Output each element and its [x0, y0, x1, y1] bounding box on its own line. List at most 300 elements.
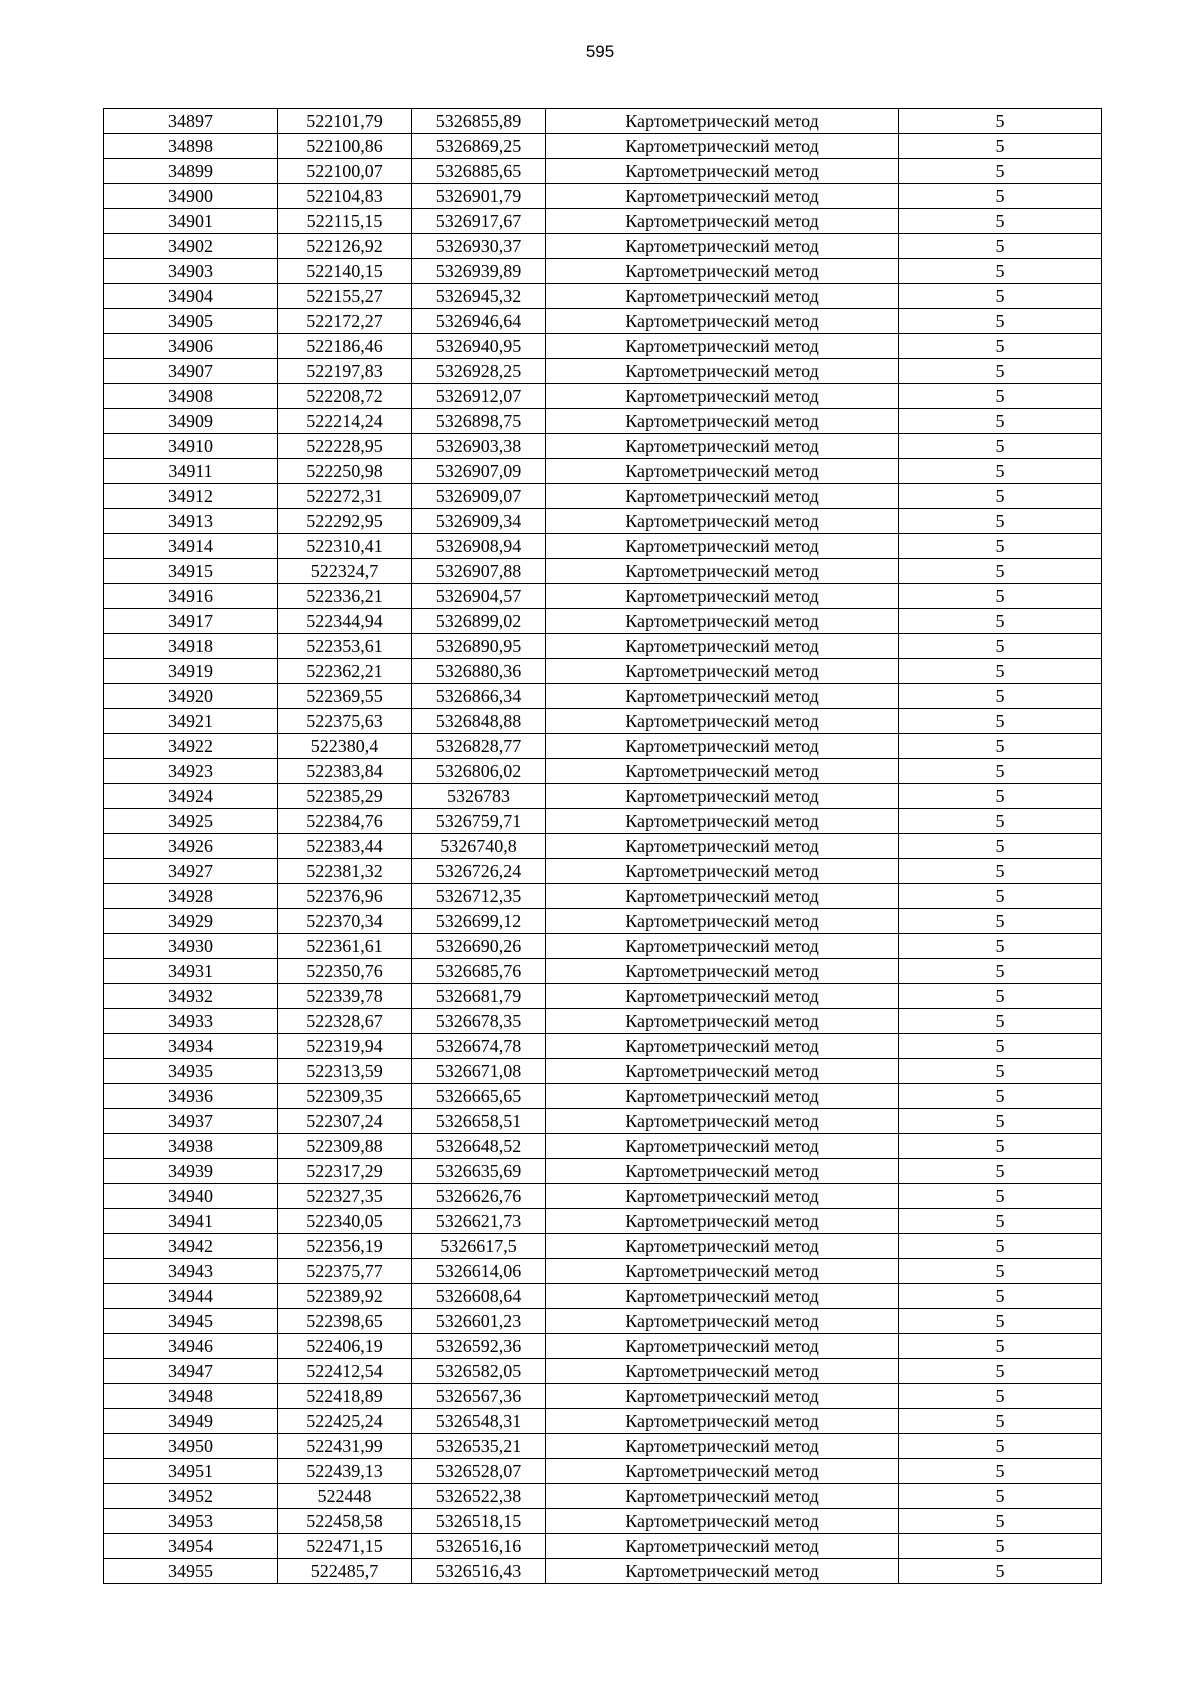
method-cell: Картометрический метод [546, 209, 899, 234]
method-cell: Картометрический метод [546, 1484, 899, 1509]
table-row [104, 1534, 1102, 1559]
y-coordinate-cell: 5326907,88 [412, 559, 546, 584]
point-number-cell: 34915 [104, 559, 278, 584]
y-coordinate-cell: 5326648,52 [412, 1134, 546, 1159]
table-row [104, 834, 1102, 859]
table-row [104, 334, 1102, 359]
accuracy-cell: 5 [899, 634, 1102, 659]
y-coordinate-cell: 5326848,88 [412, 709, 546, 734]
accuracy-cell: 5 [899, 309, 1102, 334]
y-coordinate-cell: 5326930,37 [412, 234, 546, 259]
accuracy-cell: 5 [899, 184, 1102, 209]
x-coordinate-cell: 522327,35 [278, 1184, 412, 1209]
x-coordinate-cell: 522101,79 [278, 109, 412, 134]
method-cell: Картометрический метод [546, 784, 899, 809]
table-row [104, 859, 1102, 884]
table-row [104, 1259, 1102, 1284]
table-row [104, 1209, 1102, 1234]
point-number-cell: 34945 [104, 1309, 278, 1334]
x-coordinate-cell: 522439,13 [278, 1459, 412, 1484]
accuracy-cell: 5 [899, 1034, 1102, 1059]
table-row [104, 1034, 1102, 1059]
accuracy-cell: 5 [899, 484, 1102, 509]
method-cell: Картометрический метод [546, 1409, 899, 1434]
table-row [104, 134, 1102, 159]
method-cell: Картометрический метод [546, 359, 899, 384]
point-number-cell: 34948 [104, 1384, 278, 1409]
x-coordinate-cell: 522140,15 [278, 259, 412, 284]
x-coordinate-cell: 522425,24 [278, 1409, 412, 1434]
table-row [104, 109, 1102, 134]
method-cell: Картометрический метод [546, 1034, 899, 1059]
x-coordinate-cell: 522228,95 [278, 434, 412, 459]
x-coordinate-cell: 522383,44 [278, 834, 412, 859]
method-cell: Картометрический метод [546, 159, 899, 184]
table-row [104, 159, 1102, 184]
method-cell: Картометрический метод [546, 1259, 899, 1284]
method-cell: Картометрический метод [546, 1059, 899, 1084]
accuracy-cell: 5 [899, 1534, 1102, 1559]
table-row [104, 459, 1102, 484]
accuracy-cell: 5 [899, 209, 1102, 234]
point-number-cell: 34931 [104, 959, 278, 984]
y-coordinate-cell: 5326665,65 [412, 1084, 546, 1109]
x-coordinate-cell: 522370,34 [278, 909, 412, 934]
point-number-cell: 34926 [104, 834, 278, 859]
point-number-cell: 34912 [104, 484, 278, 509]
method-cell: Картометрический метод [546, 1109, 899, 1134]
method-cell: Картометрический метод [546, 1384, 899, 1409]
table-row [104, 559, 1102, 584]
point-number-cell: 34910 [104, 434, 278, 459]
method-cell: Картометрический метод [546, 484, 899, 509]
point-number-cell: 34916 [104, 584, 278, 609]
accuracy-cell: 5 [899, 359, 1102, 384]
accuracy-cell: 5 [899, 934, 1102, 959]
point-number-cell: 34906 [104, 334, 278, 359]
point-number-cell: 34918 [104, 634, 278, 659]
accuracy-cell: 5 [899, 959, 1102, 984]
accuracy-cell: 5 [899, 909, 1102, 934]
y-coordinate-cell: 5326592,36 [412, 1334, 546, 1359]
y-coordinate-cell: 5326866,34 [412, 684, 546, 709]
table-row [104, 1484, 1102, 1509]
table-row [104, 609, 1102, 634]
y-coordinate-cell: 5326759,71 [412, 809, 546, 834]
point-number-cell: 34924 [104, 784, 278, 809]
accuracy-cell: 5 [899, 1559, 1102, 1584]
y-coordinate-cell: 5326740,8 [412, 834, 546, 859]
x-coordinate-cell: 522375,63 [278, 709, 412, 734]
table-row [104, 884, 1102, 909]
x-coordinate-cell: 522471,15 [278, 1534, 412, 1559]
point-number-cell: 34955 [104, 1559, 278, 1584]
method-cell: Картометрический метод [546, 834, 899, 859]
table-row [104, 484, 1102, 509]
point-number-cell: 34953 [104, 1509, 278, 1534]
y-coordinate-cell: 5326946,64 [412, 309, 546, 334]
accuracy-cell: 5 [899, 109, 1102, 134]
point-number-cell: 34902 [104, 234, 278, 259]
method-cell: Картометрический метод [546, 959, 899, 984]
method-cell: Картометрический метод [546, 534, 899, 559]
method-cell: Картометрический метод [546, 934, 899, 959]
y-coordinate-cell: 5326582,05 [412, 1359, 546, 1384]
accuracy-cell: 5 [899, 1109, 1102, 1134]
accuracy-cell: 5 [899, 859, 1102, 884]
point-number-cell: 34909 [104, 409, 278, 434]
x-coordinate-cell: 522155,27 [278, 284, 412, 309]
x-coordinate-cell: 522310,41 [278, 534, 412, 559]
accuracy-cell: 5 [899, 1259, 1102, 1284]
y-coordinate-cell: 5326909,34 [412, 509, 546, 534]
y-coordinate-cell: 5326635,69 [412, 1159, 546, 1184]
y-coordinate-cell: 5326726,24 [412, 859, 546, 884]
method-cell: Картометрический метод [546, 659, 899, 684]
point-number-cell: 34922 [104, 734, 278, 759]
table-row [104, 1509, 1102, 1534]
table-row [104, 209, 1102, 234]
y-coordinate-cell: 5326674,78 [412, 1034, 546, 1059]
method-cell: Картометрический метод [546, 409, 899, 434]
x-coordinate-cell: 522418,89 [278, 1384, 412, 1409]
point-number-cell: 34899 [104, 159, 278, 184]
table-row [104, 384, 1102, 409]
x-coordinate-cell: 522115,15 [278, 209, 412, 234]
y-coordinate-cell: 5326939,89 [412, 259, 546, 284]
x-coordinate-cell: 522339,78 [278, 984, 412, 1009]
method-cell: Картометрический метод [546, 1434, 899, 1459]
table-row [104, 934, 1102, 959]
method-cell: Картометрический метод [546, 234, 899, 259]
x-coordinate-cell: 522186,46 [278, 334, 412, 359]
method-cell: Картометрический метод [546, 809, 899, 834]
x-coordinate-cell: 522126,92 [278, 234, 412, 259]
x-coordinate-cell: 522336,21 [278, 584, 412, 609]
page-number: 595 [585, 42, 615, 61]
method-cell: Картометрический метод [546, 284, 899, 309]
point-number-cell: 34927 [104, 859, 278, 884]
accuracy-cell: 5 [899, 1359, 1102, 1384]
accuracy-cell: 5 [899, 759, 1102, 784]
method-cell: Картометрический метод [546, 684, 899, 709]
table-row [104, 734, 1102, 759]
table-row [104, 1434, 1102, 1459]
point-number-cell: 34939 [104, 1159, 278, 1184]
table-row [104, 959, 1102, 984]
accuracy-cell: 5 [899, 459, 1102, 484]
point-number-cell: 34954 [104, 1534, 278, 1559]
y-coordinate-cell: 5326917,67 [412, 209, 546, 234]
point-number-cell: 34950 [104, 1434, 278, 1459]
accuracy-cell: 5 [899, 1309, 1102, 1334]
x-coordinate-cell: 522309,35 [278, 1084, 412, 1109]
method-cell: Картометрический метод [546, 1184, 899, 1209]
point-number-cell: 34937 [104, 1109, 278, 1134]
y-coordinate-cell: 5326685,76 [412, 959, 546, 984]
point-number-cell: 34949 [104, 1409, 278, 1434]
y-coordinate-cell: 5326898,75 [412, 409, 546, 434]
x-coordinate-cell: 522319,94 [278, 1034, 412, 1059]
x-coordinate-cell: 522384,76 [278, 809, 412, 834]
x-coordinate-cell: 522361,61 [278, 934, 412, 959]
x-coordinate-cell: 522197,83 [278, 359, 412, 384]
y-coordinate-cell: 5326608,64 [412, 1284, 546, 1309]
accuracy-cell: 5 [899, 709, 1102, 734]
table-row [104, 684, 1102, 709]
x-coordinate-cell: 522448 [278, 1484, 412, 1509]
method-cell: Картометрический метод [546, 909, 899, 934]
method-cell: Картометрический метод [546, 1084, 899, 1109]
y-coordinate-cell: 5326903,38 [412, 434, 546, 459]
x-coordinate-cell: 522431,99 [278, 1434, 412, 1459]
x-coordinate-cell: 522328,67 [278, 1009, 412, 1034]
y-coordinate-cell: 5326518,15 [412, 1509, 546, 1534]
point-number-cell: 34921 [104, 709, 278, 734]
method-cell: Картометрический метод [546, 509, 899, 534]
y-coordinate-cell: 5326855,89 [412, 109, 546, 134]
y-coordinate-cell: 5326940,95 [412, 334, 546, 359]
x-coordinate-cell: 522385,29 [278, 784, 412, 809]
point-number-cell: 34919 [104, 659, 278, 684]
method-cell: Картометрический метод [546, 884, 899, 909]
y-coordinate-cell: 5326516,16 [412, 1534, 546, 1559]
point-number-cell: 34930 [104, 934, 278, 959]
method-cell: Картометрический метод [546, 1009, 899, 1034]
accuracy-cell: 5 [899, 409, 1102, 434]
x-coordinate-cell: 522362,21 [278, 659, 412, 684]
table-row [104, 509, 1102, 534]
y-coordinate-cell: 5326928,25 [412, 359, 546, 384]
accuracy-cell: 5 [899, 584, 1102, 609]
accuracy-cell: 5 [899, 1059, 1102, 1084]
y-coordinate-cell: 5326535,21 [412, 1434, 546, 1459]
method-cell: Картометрический метод [546, 109, 899, 134]
accuracy-cell: 5 [899, 334, 1102, 359]
y-coordinate-cell: 5326880,36 [412, 659, 546, 684]
point-number-cell: 34942 [104, 1234, 278, 1259]
method-cell: Картометрический метод [546, 1209, 899, 1234]
accuracy-cell: 5 [899, 534, 1102, 559]
accuracy-cell: 5 [899, 509, 1102, 534]
method-cell: Картометрический метод [546, 309, 899, 334]
x-coordinate-cell: 522340,05 [278, 1209, 412, 1234]
accuracy-cell: 5 [899, 1284, 1102, 1309]
table-row [104, 759, 1102, 784]
method-cell: Картометрический метод [546, 434, 899, 459]
accuracy-cell: 5 [899, 284, 1102, 309]
table-row [104, 1559, 1102, 1584]
point-number-cell: 34917 [104, 609, 278, 634]
y-coordinate-cell: 5326783 [412, 784, 546, 809]
y-coordinate-cell: 5326601,23 [412, 1309, 546, 1334]
point-number-cell: 34951 [104, 1459, 278, 1484]
y-coordinate-cell: 5326621,73 [412, 1209, 546, 1234]
y-coordinate-cell: 5326908,94 [412, 534, 546, 559]
x-coordinate-cell: 522350,76 [278, 959, 412, 984]
y-coordinate-cell: 5326869,25 [412, 134, 546, 159]
method-cell: Картометрический метод [546, 984, 899, 1009]
point-number-cell: 34946 [104, 1334, 278, 1359]
accuracy-cell: 5 [899, 834, 1102, 859]
point-number-cell: 34934 [104, 1034, 278, 1059]
table-row [104, 309, 1102, 334]
accuracy-cell: 5 [899, 659, 1102, 684]
table-row [104, 1459, 1102, 1484]
accuracy-cell: 5 [899, 1384, 1102, 1409]
x-coordinate-cell: 522353,61 [278, 634, 412, 659]
y-coordinate-cell: 5326904,57 [412, 584, 546, 609]
x-coordinate-cell: 522214,24 [278, 409, 412, 434]
x-coordinate-cell: 522376,96 [278, 884, 412, 909]
accuracy-cell: 5 [899, 559, 1102, 584]
y-coordinate-cell: 5326712,35 [412, 884, 546, 909]
x-coordinate-cell: 522381,32 [278, 859, 412, 884]
y-coordinate-cell: 5326614,06 [412, 1259, 546, 1284]
point-number-cell: 34941 [104, 1209, 278, 1234]
method-cell: Картометрический метод [546, 1134, 899, 1159]
accuracy-cell: 5 [899, 1084, 1102, 1109]
table-row [104, 1384, 1102, 1409]
point-number-cell: 34938 [104, 1134, 278, 1159]
point-number-cell: 34900 [104, 184, 278, 209]
x-coordinate-cell: 522485,7 [278, 1559, 412, 1584]
point-number-cell: 34940 [104, 1184, 278, 1209]
accuracy-cell: 5 [899, 1484, 1102, 1509]
table-row [104, 284, 1102, 309]
y-coordinate-cell: 5326548,31 [412, 1409, 546, 1434]
table-row [104, 1234, 1102, 1259]
y-coordinate-cell: 5326828,77 [412, 734, 546, 759]
point-number-cell: 34932 [104, 984, 278, 1009]
method-cell: Картометрический метод [546, 559, 899, 584]
y-coordinate-cell: 5326899,02 [412, 609, 546, 634]
table-row [104, 1109, 1102, 1134]
x-coordinate-cell: 522369,55 [278, 684, 412, 709]
method-cell: Картометрический метод [546, 1459, 899, 1484]
accuracy-cell: 5 [899, 384, 1102, 409]
point-number-cell: 34901 [104, 209, 278, 234]
table-row [104, 584, 1102, 609]
accuracy-cell: 5 [899, 684, 1102, 709]
y-coordinate-cell: 5326912,07 [412, 384, 546, 409]
point-number-cell: 34920 [104, 684, 278, 709]
method-cell: Картометрический метод [546, 584, 899, 609]
point-number-cell: 34904 [104, 284, 278, 309]
table-row [104, 909, 1102, 934]
y-coordinate-cell: 5326901,79 [412, 184, 546, 209]
x-coordinate-cell: 522406,19 [278, 1334, 412, 1359]
point-number-cell: 34913 [104, 509, 278, 534]
table-row [104, 1084, 1102, 1109]
x-coordinate-cell: 522100,07 [278, 159, 412, 184]
x-coordinate-cell: 522104,83 [278, 184, 412, 209]
y-coordinate-cell: 5326945,32 [412, 284, 546, 309]
accuracy-cell: 5 [899, 1409, 1102, 1434]
table-row [104, 1134, 1102, 1159]
accuracy-cell: 5 [899, 259, 1102, 284]
accuracy-cell: 5 [899, 159, 1102, 184]
accuracy-cell: 5 [899, 984, 1102, 1009]
accuracy-cell: 5 [899, 1184, 1102, 1209]
y-coordinate-cell: 5326890,95 [412, 634, 546, 659]
table-row [104, 1359, 1102, 1384]
table-row [104, 234, 1102, 259]
accuracy-cell: 5 [899, 784, 1102, 809]
accuracy-cell: 5 [899, 1134, 1102, 1159]
accuracy-cell: 5 [899, 734, 1102, 759]
y-coordinate-cell: 5326522,38 [412, 1484, 546, 1509]
x-coordinate-cell: 522317,29 [278, 1159, 412, 1184]
point-number-cell: 34929 [104, 909, 278, 934]
y-coordinate-cell: 5326617,5 [412, 1234, 546, 1259]
method-cell: Картометрический метод [546, 1284, 899, 1309]
table-row [104, 1059, 1102, 1084]
y-coordinate-cell: 5326907,09 [412, 459, 546, 484]
accuracy-cell: 5 [899, 809, 1102, 834]
x-coordinate-cell: 522375,77 [278, 1259, 412, 1284]
x-coordinate-cell: 522398,65 [278, 1309, 412, 1334]
point-number-cell: 34907 [104, 359, 278, 384]
method-cell: Картометрический метод [546, 1534, 899, 1559]
point-number-cell: 34898 [104, 134, 278, 159]
point-number-cell: 34935 [104, 1059, 278, 1084]
point-number-cell: 34936 [104, 1084, 278, 1109]
method-cell: Картометрический метод [546, 259, 899, 284]
y-coordinate-cell: 5326567,36 [412, 1384, 546, 1409]
accuracy-cell: 5 [899, 1234, 1102, 1259]
table-row [104, 809, 1102, 834]
table-row [104, 259, 1102, 284]
table-row [104, 1184, 1102, 1209]
table-row [104, 634, 1102, 659]
x-coordinate-cell: 522272,31 [278, 484, 412, 509]
table-row [104, 1009, 1102, 1034]
point-number-cell: 34943 [104, 1259, 278, 1284]
accuracy-cell: 5 [899, 1434, 1102, 1459]
table-row [104, 784, 1102, 809]
accuracy-cell: 5 [899, 884, 1102, 909]
accuracy-cell: 5 [899, 1209, 1102, 1234]
table-row [104, 984, 1102, 1009]
point-number-cell: 34952 [104, 1484, 278, 1509]
table-row [104, 184, 1102, 209]
y-coordinate-cell: 5326626,76 [412, 1184, 546, 1209]
y-coordinate-cell: 5326528,07 [412, 1459, 546, 1484]
coordinates-table [103, 108, 1102, 1584]
point-number-cell: 34903 [104, 259, 278, 284]
accuracy-cell: 5 [899, 434, 1102, 459]
y-coordinate-cell: 5326690,26 [412, 934, 546, 959]
point-number-cell: 34911 [104, 459, 278, 484]
x-coordinate-cell: 522313,59 [278, 1059, 412, 1084]
table-row [104, 534, 1102, 559]
accuracy-cell: 5 [899, 1009, 1102, 1034]
table-row [104, 1409, 1102, 1434]
x-coordinate-cell: 522309,88 [278, 1134, 412, 1159]
method-cell: Картометрический метод [546, 709, 899, 734]
x-coordinate-cell: 522324,7 [278, 559, 412, 584]
accuracy-cell: 5 [899, 234, 1102, 259]
y-coordinate-cell: 5326671,08 [412, 1059, 546, 1084]
y-coordinate-cell: 5326806,02 [412, 759, 546, 784]
table-row [104, 359, 1102, 384]
method-cell: Картометрический метод [546, 1509, 899, 1534]
method-cell: Картометрический метод [546, 634, 899, 659]
method-cell: Картометрический метод [546, 1334, 899, 1359]
y-coordinate-cell: 5326681,79 [412, 984, 546, 1009]
table-row [104, 409, 1102, 434]
